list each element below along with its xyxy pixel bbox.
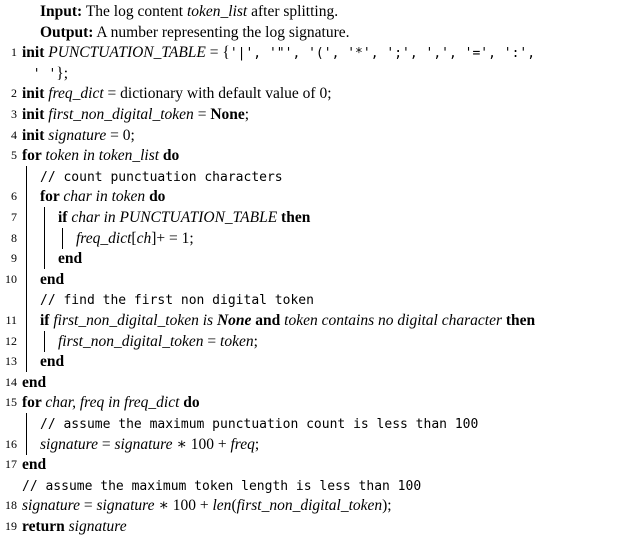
text-segment: char in token bbox=[63, 188, 146, 206]
text-segment: return bbox=[22, 518, 69, 535]
text-segment: len bbox=[212, 497, 232, 515]
line-content bbox=[40, 310, 535, 331]
text-segment: = dictionary with default value of 0; bbox=[103, 85, 332, 103]
text-segment: end bbox=[22, 373, 47, 391]
text-segment: Output: bbox=[40, 23, 94, 41]
comment: // assume the maximum punctuation count is less than 100 bbox=[40, 417, 479, 432]
block-bar bbox=[26, 413, 27, 434]
algorithm-line-9 bbox=[0, 248, 628, 269]
algorithm-line bbox=[0, 22, 628, 43]
text-segment: freq_dict bbox=[48, 85, 104, 103]
algorithm-line bbox=[0, 1, 628, 22]
algorithm-line-14 bbox=[0, 372, 628, 393]
text-segment: after splitting. bbox=[247, 3, 339, 20]
text-segment: first_non_digital_token bbox=[58, 332, 204, 350]
text-segment: first_non_digital_token is bbox=[53, 312, 217, 329]
block-bar bbox=[44, 331, 45, 352]
line-number: 9 bbox=[11, 251, 17, 266]
text-segment: signature bbox=[114, 435, 173, 453]
line-content bbox=[22, 495, 392, 516]
text-segment: if bbox=[40, 312, 54, 329]
text-segment: The log content bbox=[82, 3, 187, 20]
block-bar bbox=[26, 269, 27, 290]
line-content bbox=[22, 42, 535, 64]
block-bar bbox=[26, 289, 27, 310]
text-segment: ∗ 100 + bbox=[172, 435, 231, 453]
line-content bbox=[40, 434, 259, 455]
text-segment: signature bbox=[40, 435, 98, 453]
algorithm-line bbox=[0, 475, 628, 496]
block-bar bbox=[62, 228, 63, 249]
text-segment: ; bbox=[254, 435, 260, 453]
algorithm-line-5 bbox=[0, 145, 628, 166]
text-segment: end bbox=[40, 353, 65, 371]
line-content bbox=[22, 145, 179, 166]
block-bar bbox=[44, 207, 45, 228]
text-segment: if bbox=[58, 209, 72, 226]
text-segment: end bbox=[58, 250, 83, 268]
text-segment: char, freq in freq_dict bbox=[45, 394, 180, 412]
line-number: 3 bbox=[11, 107, 17, 121]
text-segment: init bbox=[22, 44, 49, 62]
line-content bbox=[40, 166, 283, 188]
line-number: 8 bbox=[11, 230, 17, 245]
text-segment: [ bbox=[131, 229, 137, 247]
text-segment: '|', '"', '(', '*', ';', ',', '=', ':', bbox=[229, 46, 536, 62]
line-number: 1 bbox=[11, 45, 17, 60]
text-segment: init bbox=[22, 106, 49, 123]
text-segment: for bbox=[22, 394, 46, 412]
text-segment: signature bbox=[96, 497, 155, 515]
line-content bbox=[40, 351, 64, 372]
line-content bbox=[58, 331, 258, 352]
algorithm-line-19 bbox=[0, 516, 628, 535]
line-content bbox=[40, 1, 338, 22]
text-segment: = bbox=[97, 435, 115, 453]
line-content bbox=[33, 63, 68, 85]
text-segment: = { bbox=[205, 44, 230, 62]
text-segment: ; bbox=[244, 106, 250, 123]
text-segment: None and bbox=[216, 312, 281, 329]
line-content bbox=[22, 454, 46, 475]
line-number: 16 bbox=[5, 436, 17, 451]
line-content bbox=[40, 186, 165, 207]
algorithm-line-7 bbox=[0, 207, 628, 228]
line-content bbox=[22, 83, 332, 104]
text-segment: token contains no digital character bbox=[280, 312, 502, 329]
algorithm-line-16 bbox=[0, 434, 628, 455]
line-content bbox=[22, 392, 200, 413]
line-content bbox=[22, 104, 249, 125]
text-segment: first_non_digital_token bbox=[48, 106, 194, 123]
line-number: 11 bbox=[5, 313, 17, 327]
block-bar bbox=[26, 248, 27, 269]
text-segment: }; bbox=[56, 64, 69, 82]
text-segment: ]+ = 1; bbox=[151, 229, 194, 247]
text-segment: = 0; bbox=[106, 126, 135, 144]
text-segment: = bbox=[79, 497, 97, 515]
line-content bbox=[22, 516, 127, 535]
text-segment: signature bbox=[48, 126, 107, 144]
block-bar bbox=[26, 351, 27, 372]
text-segment: char in PUNCTUATION_TABLE bbox=[71, 209, 278, 226]
text-segment: init bbox=[22, 126, 49, 144]
line-content bbox=[58, 207, 310, 228]
algorithm-line bbox=[0, 289, 628, 310]
line-number: 19 bbox=[5, 519, 17, 533]
line-content bbox=[58, 248, 82, 269]
algorithm-line-10 bbox=[0, 269, 628, 290]
text-segment: init bbox=[22, 85, 49, 103]
text-segment: = bbox=[203, 332, 221, 350]
block-bar bbox=[26, 228, 27, 249]
comment: // count punctuation characters bbox=[40, 169, 283, 185]
text-segment: freq bbox=[230, 435, 255, 453]
line-content bbox=[22, 372, 46, 393]
text-segment: Input: bbox=[40, 3, 83, 20]
text-segment: ; bbox=[253, 332, 258, 350]
algorithm-line-13 bbox=[0, 351, 628, 372]
text-segment: token bbox=[220, 332, 254, 350]
block-bar bbox=[26, 310, 27, 331]
text-segment: do bbox=[179, 394, 200, 412]
text-segment: for bbox=[22, 147, 46, 165]
algorithm-line-11 bbox=[0, 310, 628, 331]
algorithm-line-18 bbox=[0, 495, 628, 516]
line-number: 18 bbox=[5, 498, 17, 513]
comment: // find the first non digital token bbox=[40, 293, 314, 309]
algorithm-line-15 bbox=[0, 392, 628, 413]
line-number: 5 bbox=[11, 148, 17, 163]
block-bar bbox=[26, 434, 27, 455]
text-segment: signature bbox=[68, 518, 127, 535]
algorithm-line-12 bbox=[0, 331, 628, 352]
line-number: 17 bbox=[5, 457, 17, 472]
text-segment: then bbox=[502, 312, 536, 329]
block-bar bbox=[26, 207, 27, 228]
line-content bbox=[40, 289, 314, 311]
text-segment: for bbox=[40, 188, 64, 206]
text-segment: A number representing the log signature. bbox=[93, 23, 350, 41]
text-segment: end bbox=[40, 270, 65, 288]
text-segment: do bbox=[159, 147, 180, 165]
algorithm-line-2 bbox=[0, 83, 628, 104]
text-segment: ∗ 100 + bbox=[154, 497, 213, 515]
text-segment: None bbox=[210, 106, 245, 123]
algorithm-line-17 bbox=[0, 454, 628, 475]
block-bar bbox=[44, 248, 45, 269]
text-segment: do bbox=[145, 188, 166, 206]
text-segment: first_non_digital_token bbox=[236, 497, 383, 515]
text-segment: signature bbox=[22, 497, 80, 515]
line-content bbox=[76, 228, 194, 249]
line-number: 7 bbox=[11, 210, 17, 224]
line-number: 4 bbox=[11, 127, 17, 142]
algorithm-line-3 bbox=[0, 104, 628, 125]
line-number: 2 bbox=[11, 86, 17, 101]
text-segment: ' ' bbox=[32, 66, 57, 82]
line-content bbox=[22, 475, 421, 497]
algorithm-line bbox=[0, 63, 628, 84]
algorithm-line-4 bbox=[0, 125, 628, 146]
line-content bbox=[40, 413, 478, 435]
line-number: 15 bbox=[5, 395, 17, 410]
line-number: 6 bbox=[11, 189, 17, 204]
algorithm-line-8 bbox=[0, 228, 628, 249]
text-segment: PUNCTUATION_TABLE bbox=[48, 44, 206, 62]
line-number: 12 bbox=[5, 333, 17, 348]
line-number: 10 bbox=[5, 271, 17, 286]
text-segment: = bbox=[193, 106, 211, 123]
block-bar bbox=[26, 186, 27, 207]
line-content bbox=[40, 269, 64, 290]
text-segment: ( bbox=[231, 497, 237, 515]
text-segment: token in token_list bbox=[45, 147, 160, 165]
text-segment: then bbox=[277, 209, 311, 226]
text-segment: end bbox=[22, 456, 47, 474]
comment: // assume the maximum token length is less than 100 bbox=[22, 478, 422, 494]
text-segment: ch bbox=[136, 229, 152, 247]
line-number: 13 bbox=[5, 354, 17, 369]
block-bar bbox=[44, 228, 45, 249]
line-content bbox=[22, 125, 135, 146]
text-segment: freq_dict bbox=[76, 229, 132, 247]
algorithm-line-1 bbox=[0, 42, 628, 63]
algorithm-line bbox=[0, 166, 628, 187]
block-bar bbox=[26, 166, 27, 187]
text-segment: token_list bbox=[186, 3, 248, 20]
text-segment: ); bbox=[382, 497, 392, 515]
line-content bbox=[40, 22, 350, 43]
line-number: 14 bbox=[5, 374, 17, 389]
block-bar bbox=[26, 331, 27, 352]
algorithm-line-6 bbox=[0, 186, 628, 207]
algorithm-line bbox=[0, 413, 628, 434]
